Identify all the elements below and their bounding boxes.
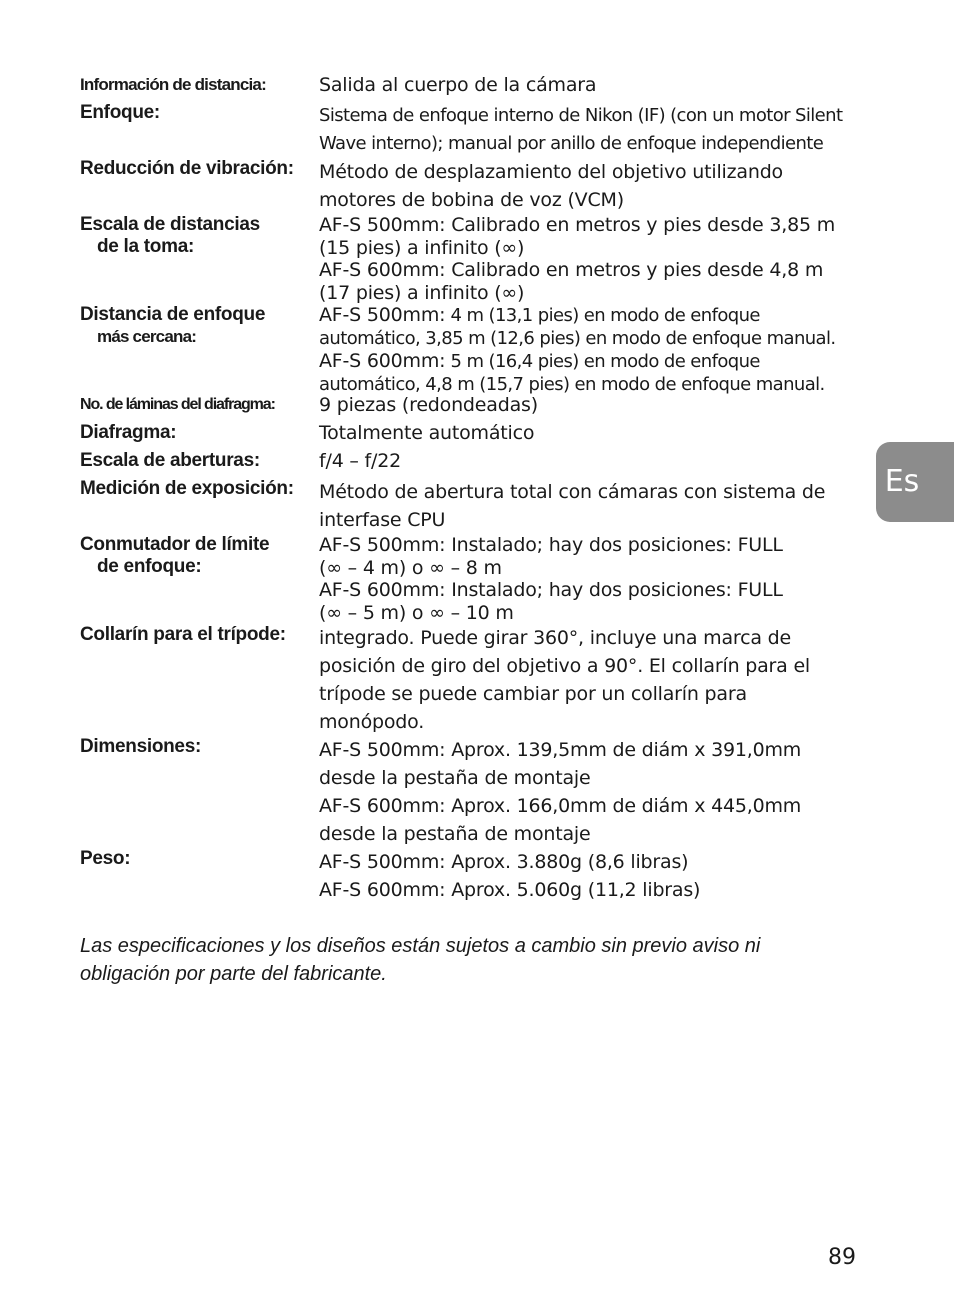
spec-value-distance-info: Salida al cuerpo de la cámara — [319, 74, 597, 96]
spec-value-line: posición de giro del objetivo a 90°. El collarín para el — [319, 655, 811, 677]
spec-value-line: trípode se puede cambiar por un collarín para — [319, 683, 747, 705]
model-600mm: AF-S 600mm: — [319, 795, 446, 817]
spec-value-text: Aprox. 139,5mm de diám x 391,0mm — [451, 739, 802, 761]
spec-value-text: Aprox. 166,0mm de diám x 445,0mm — [451, 795, 802, 817]
spec-value-line: interfase CPU — [319, 509, 446, 531]
spec-value-distance-scale — [319, 214, 879, 304]
spec-value-text: desde la pestaña de montaje — [319, 767, 591, 789]
spec-label-diaphragm: Diafragma: — [80, 422, 177, 443]
spec-label-line: Distancia de enfoque — [80, 304, 266, 325]
model-500mm: AF-S 500mm: — [319, 739, 446, 761]
spec-value-aperture-scale: f/4 – f/22 — [319, 450, 402, 472]
spec-value-text: automático, 4,8 m (15,7 pies) en modo de enfoque manual. — [319, 373, 825, 395]
spec-value-weight — [319, 848, 879, 904]
spec-value-text: desde la pestaña de montaje — [319, 823, 591, 845]
spec-label-vibration-reduction: Reducción de vibración: — [80, 158, 294, 179]
spec-value-text: Instalado; hay dos posiciones: FULL — [451, 534, 783, 556]
spec-value-text: Instalado; hay dos posiciones: FULL — [451, 579, 783, 601]
spec-label-distance-info: Información de distancia: — [80, 75, 266, 94]
spec-label-line: Escala de distancias — [80, 214, 260, 235]
model-500mm: AF-S 500mm: — [319, 214, 446, 236]
spec-value-focus-line: Wave interno); manual por anillo de enfoque independiente — [319, 133, 824, 154]
model-500mm: AF-S 500mm: — [319, 304, 446, 326]
spec-label-blades: No. de láminas del diafragma: — [80, 396, 275, 413]
page-number: 89 — [828, 1245, 856, 1270]
spec-value-text: 5 m (16,4 pies) en modo de enfoque — [450, 351, 760, 372]
spec-value-text: (∞ – 5 m) o ∞ – 10 m — [319, 601, 514, 624]
spec-value-line: monópodo. — [319, 711, 425, 733]
spec-value-text: (∞ – 4 m) o ∞ – 8 m — [319, 556, 502, 579]
spec-label-aperture-scale: Escala de aberturas: — [80, 450, 260, 471]
spec-value-line: integrado. Puede girar 360°, incluye una marca de — [319, 627, 791, 649]
disclaimer-line: obligación por parte del fabricante. — [80, 963, 387, 985]
specifications-disclaimer — [80, 932, 860, 988]
spec-label-dimensions: Dimensiones: — [80, 736, 201, 757]
spec-value-vibration-reduction — [319, 158, 879, 214]
spec-label-line: de la toma: — [97, 236, 194, 257]
spec-value-tripod-collar — [319, 624, 879, 736]
spec-value-text: Aprox. 3.880g (8,6 libras) — [451, 851, 689, 873]
spec-value-focus-limit — [319, 534, 879, 624]
model-600mm: AF-S 600mm: — [319, 259, 446, 281]
model-500mm: AF-S 500mm: — [319, 851, 446, 873]
spec-value-focus-line: Sistema de enfoque interno de Nikon (IF) (con un motor Silent — [319, 105, 843, 126]
spec-value-closest-focus — [319, 304, 879, 396]
spec-value-text: Calibrado en metros y pies desde 3,85 m — [451, 214, 836, 236]
spec-value-diaphragm: Totalmente automático — [319, 422, 535, 444]
spec-value-text: automático, 3,85 m (12,6 pies) en modo de enfoque manual. — [319, 327, 836, 349]
model-600mm: AF-S 600mm: — [319, 879, 446, 901]
model-600mm: AF-S 600mm: — [319, 350, 446, 372]
disclaimer-line: Las especificaciones y los diseños están sujetos a cambio sin previo aviso ni — [80, 935, 761, 957]
spec-label-tripod-collar: Collarín para el trípode: — [80, 624, 286, 645]
spec-value-text: (17 pies) a infinito (∞) — [319, 281, 525, 304]
spec-label-focus: Enfoque: — [80, 102, 160, 123]
spec-value-line: Método de desplazamiento del objetivo utilizando — [319, 161, 783, 183]
spec-value-focus — [319, 102, 879, 158]
spec-label-line: de enfoque: — [97, 556, 202, 577]
language-tab: Es — [876, 442, 954, 522]
model-500mm: AF-S 500mm: — [319, 534, 446, 556]
spec-value-metering — [319, 478, 879, 534]
spec-label-distance-scale — [80, 214, 260, 258]
spec-value-blades: 9 piezas (redondeadas) — [319, 394, 538, 416]
spec-value-text: Aprox. 5.060g (11,2 libras) — [451, 879, 701, 901]
spec-label-line: Conmutador de límite — [80, 534, 270, 555]
spec-value-text: (15 pies) a infinito (∞) — [319, 236, 525, 259]
spec-value-text: 4 m (13,1 pies) en modo de enfoque — [450, 305, 760, 326]
spec-label-closest-focus — [80, 304, 265, 348]
spec-value-text: Calibrado en metros y pies desde 4,8 m — [451, 259, 824, 281]
spec-label-line: más cercana: — [97, 327, 197, 346]
spec-value-dimensions — [319, 736, 879, 848]
spec-label-focus-limit — [80, 534, 269, 578]
spec-value-line: motores de bobina de voz (VCM) — [319, 189, 624, 211]
spec-value-line: Método de abertura total con cámaras con sistema de — [319, 481, 826, 503]
spec-label-weight: Peso: — [80, 848, 131, 869]
model-600mm: AF-S 600mm: — [319, 579, 446, 601]
spec-label-metering: Medición de exposición: — [80, 478, 294, 499]
